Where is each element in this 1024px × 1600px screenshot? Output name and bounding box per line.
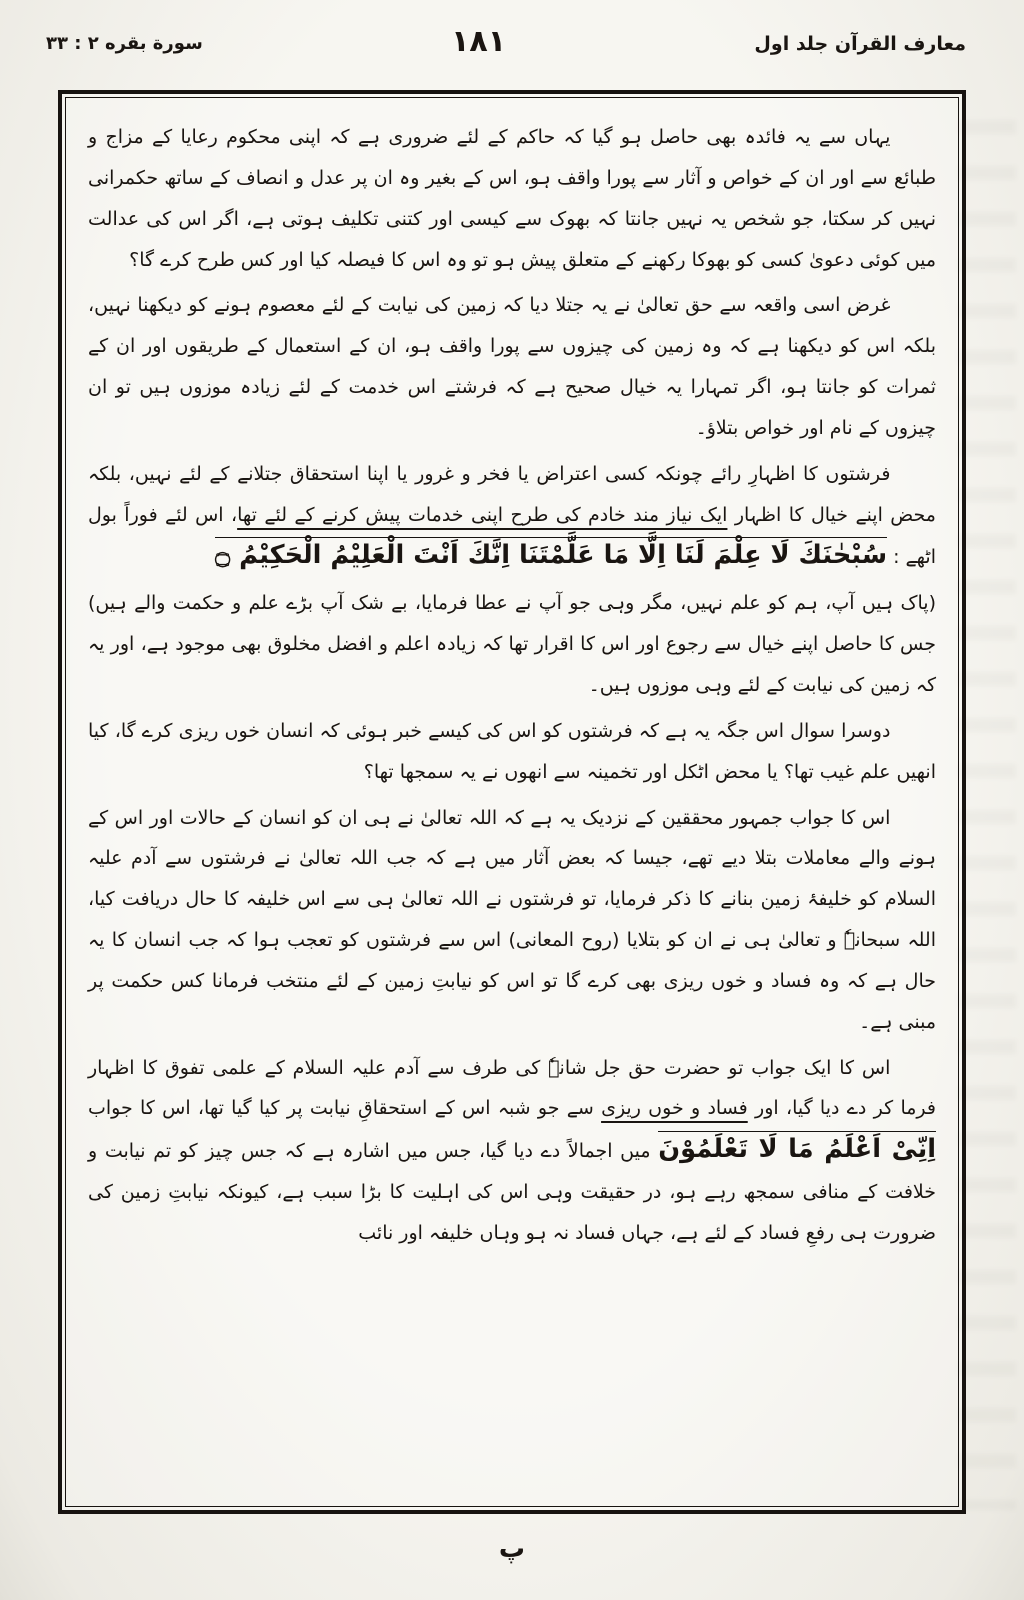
paragraph bbox=[88, 1048, 936, 1254]
paragraph bbox=[88, 711, 936, 793]
text-segment: دوسرا سوال اس جگہ یہ ہے کہ فرشتوں کو اس کی کیسے خبر ہوئی کہ انسان خوں ریزی کرے گا، کیا انھیں علم غیب تھا؟ یا محض اٹکل اور تخمینہ سے انھوں نے یہ سمجھا تھا؟ bbox=[88, 719, 936, 783]
surah-reference: سورة بقره ٢ : ٣٣ bbox=[46, 33, 203, 54]
text-segment: میں اجمالاً دے دیا گیا، جس میں اشارہ ہے کہ جس چیز کو تم نیابت و خلافت کے منافی سمجھ رہے ہو، در حقیقت وہی اس کی اہلیت کا بڑا سبب ہے، کیونکہ نیابتِ زمین کی ضرورت ہی رفعِ فساد کے لئے ہے، جہاں فساد نہ ہو وہاں خلیفہ اور نائب bbox=[88, 1140, 936, 1244]
catchword: پ bbox=[498, 1534, 526, 1564]
paragraph bbox=[88, 583, 936, 706]
text-body bbox=[88, 117, 936, 1254]
text-segment: سے جو شبہ اس کے استحقاقِ نیابت پر کیا گیا تھا، اس کا جواب bbox=[88, 1097, 602, 1120]
paragraph bbox=[88, 454, 936, 579]
page-header bbox=[46, 26, 966, 61]
arabic-verse: سُبْحٰنَكَ لَا عِلْمَ لَنَا اِلَّا مَا عَلَّمْتَنَا اِنَّكَ اَنْتَ الْعَلِيْمُ الْحَكِيْمُ ۝ bbox=[215, 537, 887, 570]
paragraph bbox=[88, 285, 936, 448]
text-segment: فرشتوں کا اظہارِ رائے چونکہ کسی اعتراض یا فخر و غرور یا اپنا استحقاق جتلانے کے لئے نہیں، بلکہ محض اپنے خیال کا اظہار bbox=[88, 462, 936, 526]
text-segment: اس کا ایک جواب تو حضرت حق جل شانہٗ کی طرف سے آدم علیہ السلام کے علمی تفوق کا اظہار فرما کر دے دیا گیا، اور bbox=[88, 1056, 936, 1120]
text-segment: (پاک ہیں آپ، ہم کو علم نہیں، مگر وہی جو آپ نے عطا فرمایا، بے شک آپ بڑے علم و حکمت والے ہیں) جس کا حاصل اپنے خیال سے رجوع اور اس کا اقرار تھا کہ زیادہ اعلم و افضل مخلوق بھی موجود ہے، اور یہ کہ زمین کی نیابت کے لئے وہی موزوں ہیں۔ bbox=[88, 592, 936, 696]
arabic-verse: اِنِّیْ اَعْلَمُ مَا لَا تَعْلَمُوْنَ bbox=[658, 1131, 936, 1164]
underlined-text-segment: فساد و خوں ریزی bbox=[601, 1097, 748, 1120]
paragraph bbox=[88, 798, 936, 1043]
page-number: ١٨١ bbox=[451, 24, 507, 59]
text-segment: غرض اسی واقعہ سے حق تعالیٰ نے یہ جتلا دیا کہ زمین کی نیابت کے لئے معصوم ہونے کو دیکھنا نہیں، بلکہ اس کو دیکھنا ہے کہ وہ زمین کی چیزوں سے پورا واقف ہو، ان کے استعمال کے طریقوں اور ان کے ثمرات کو جانتا ہو، اگر تمہارا یہ خیال صحیح ہے کہ فرشتے اس خدمت کے لئے زیادہ موزوں ہیں تو ان چیزوں کے نام اور خواص بتلاؤ۔ bbox=[88, 294, 936, 439]
text-segment: اس کا جواب جمہور محققین کے نزدیک یہ ہے کہ اللہ تعالیٰ نے ہی ان کو انسان کے حالات اور اس کے ہونے والے معاملات بتلا دیے تھے، جیسا کہ بعض آثار میں ہے کہ جب اللہ تعالیٰ نے فرشتوں سے آدم علیہ السلام کو خلیفۂ زمین بنانے کا ذکر فرمایا، تو فرشتوں نے اللہ تعالیٰ ہی سے اس خلیفہ کا حال دریافت کیا، اللہ سبحانہٗ و تعالیٰ ہی نے ان کو بتلایا (روح المعانی) اس سے فرشتوں کو تعجب ہوا کہ جب انسان کا یہ حال ہے کہ وہ فساد و خوں ریزی بھی کرے گا تو اس کو نیابتِ زمین کے لئے منتخب فرمانا کس حکمت پر مبنی ہے۔ bbox=[88, 806, 936, 1033]
paragraph bbox=[88, 117, 936, 280]
text-frame-inner-border bbox=[65, 97, 959, 1507]
text-segment: یہاں سے یہ فائدہ بھی حاصل ہو گیا کہ حاکم کے لئے ضروری ہے کہ اپنی محکوم رعایا کے مزاج و طبائع سے اور ان کے خواص و آثار سے پورا واقف ہو، اس کے بغیر وہ ان پر عدل و انصاف کے ساتھ حکمرانی نہیں کر سکتا، جو شخص یہ نہیں جانتا کہ بھوک سے کیسی اور کتنی تکلیف ہوتی ہے، اگر اس کی عدالت میں کوئی دعویٰ کسی کو بھوکا رکھنے کے متعلق پیش ہو تو وہ اس کا فیصلہ کیا اور کس طرح کرے گا؟ bbox=[88, 126, 936, 271]
book-title: معارف القرآن جلد اول bbox=[754, 32, 966, 55]
page-bleed-through bbox=[958, 120, 1016, 1510]
underlined-text-segment: ایک نیاز مند خادم کی طرح اپنی خدمات پیش کرنے کے لئے تھا bbox=[237, 503, 728, 526]
text-segment: ، اس لئے فوراً بول اٹھے : bbox=[88, 503, 936, 569]
text-frame-border bbox=[58, 90, 966, 1514]
